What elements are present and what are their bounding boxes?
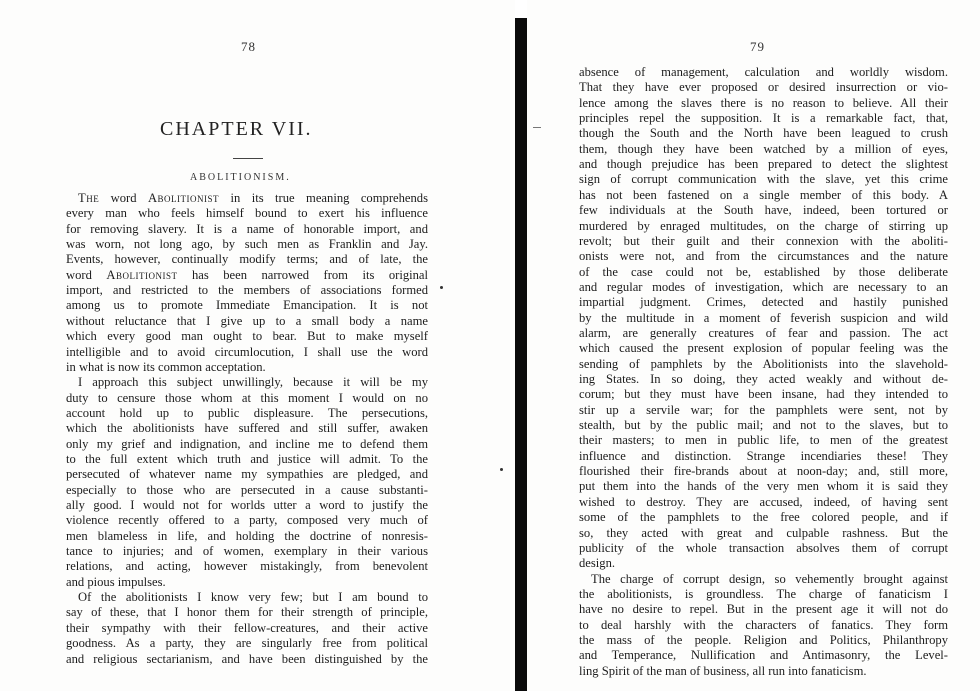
text-run: That they have ever proposed or desired insurrection or vio- [579, 80, 948, 95]
text-run: alarm, are generally creatures of fear and passion. The act [579, 325, 948, 340]
text-run: stir up a servile war; for the pamphlets were sent, not by [579, 402, 948, 417]
text-line [66, 575, 428, 590]
text-line [579, 295, 948, 310]
text-run: intelligible and to avoid circumlocution, I shall use the word [66, 344, 428, 359]
text-line [579, 96, 948, 111]
text-line [66, 529, 428, 544]
text-run: and pious impulses. [66, 574, 166, 589]
text-run: goodness. As a party, they are singularly free from political [66, 636, 428, 651]
text-line [579, 65, 948, 80]
text-line [66, 621, 428, 636]
text-line [579, 587, 948, 602]
text-run: impartial judgment. Crimes, detected and hastily punished [579, 295, 948, 310]
margin-mark [533, 127, 541, 128]
text-line [579, 464, 948, 479]
title-divider [233, 158, 263, 159]
right-page [527, 0, 980, 691]
ink-speck [500, 468, 503, 471]
text-line [579, 265, 948, 280]
text-run: lence among the slaves there is no reason to believe. All their [579, 95, 948, 110]
ink-speck [440, 286, 443, 289]
text-run: Abolitionist [147, 191, 220, 205]
page-number-right: 79 [750, 39, 765, 54]
text-line [66, 283, 428, 298]
text-run: their masters; to men in public life, to men of the greatest [579, 433, 948, 448]
text-line [66, 298, 428, 313]
text-run: to the full extent which truth and justice will admit. To the [66, 451, 428, 466]
text-run: sending of pamphlets by the Abolitionists into the slavehold- [579, 356, 948, 371]
book-gutter [515, 18, 527, 691]
text-run: in its true meaning comprehends [219, 191, 428, 205]
text-line [579, 602, 948, 617]
text-run: especially to those who are persecuted in a cause substanti- [66, 482, 428, 497]
text-line [66, 498, 428, 513]
text-run: duty to censure those whom at this moment I would on no [66, 390, 428, 405]
text-line [78, 375, 428, 390]
text-line [66, 513, 428, 528]
text-run: have no desire to repel. But in the present age it will not do [579, 602, 948, 617]
text-line [579, 372, 948, 387]
text-line [66, 329, 428, 344]
text-line [66, 483, 428, 498]
text-line [579, 311, 948, 326]
text-run: which caused the present explosion of popular feeling was the [579, 341, 948, 356]
text-line [579, 556, 948, 571]
text-line [66, 360, 428, 375]
text-run: stealth, but by the public mail; and not to the slaves, but to [579, 418, 948, 433]
text-run: absence of management, calculation and worldly wisdom. [579, 65, 948, 79]
text-run: put them into the hands of the very men whom it is said they [579, 479, 948, 494]
text-line [66, 544, 428, 559]
text-line [579, 188, 948, 203]
text-line [66, 252, 428, 267]
text-run: every man who feels himself bound to exert his influence [66, 206, 428, 221]
text-line [66, 605, 428, 620]
text-line [579, 510, 948, 525]
text-line [66, 406, 428, 421]
text-run: ing States. In so doing, they acted weakly and without de- [579, 372, 948, 386]
text-line [66, 652, 428, 667]
text-line [579, 157, 948, 172]
text-run: principles repel the supposition. It is a remarkable fact, that, [579, 111, 948, 126]
text-run: word [99, 191, 148, 205]
text-line [579, 280, 948, 295]
text-run: only my grief and indignation, and incline me to defend them [66, 436, 428, 451]
text-run: some of the pamphlets to the free colored people, and if [579, 510, 948, 525]
text-run: influence and distinction. Strange incendiaries these! They [579, 448, 948, 463]
text-run: few individuals at the South have, indeed, been tortured or [579, 203, 948, 218]
text-line [579, 341, 948, 356]
text-run: has been narrowed from its original [177, 267, 428, 282]
text-run: them, though they have been watched by a million of eyes, [579, 141, 948, 156]
chapter-title: CHAPTER VII. [160, 118, 313, 140]
text-run: though the South and the North have been leagued to crush [579, 126, 948, 141]
text-line [579, 234, 948, 249]
text-run: their sympathy with their fellow-creatures, and their active [66, 620, 428, 635]
text-run: ling Spirit of the man of business, all run into fanaticism. [579, 663, 867, 678]
text-line [579, 495, 948, 510]
text-run: without reluctance that I give up to a small body a name [66, 313, 428, 328]
text-run: import, and restricted to the members of associations formed [66, 283, 428, 298]
text-run: among us to promote Immediate Emancipation. It is not [66, 298, 428, 313]
text-run: which the abolitionists have suffered and still suffer, awaken [66, 421, 428, 436]
text-line [66, 452, 428, 467]
text-line [579, 526, 948, 541]
text-line [66, 314, 428, 329]
text-run: of the case could not be, established by those deliberate [579, 264, 948, 279]
text-run: flourished their fire-brands about at noon-day; and, still more, [579, 464, 948, 479]
text-run: say of these, that I honor them for their strength of principle, [66, 605, 428, 620]
text-line [579, 126, 948, 141]
text-line [579, 418, 948, 433]
text-run: ally good. I would not for worlds utter a word to justify the [66, 498, 428, 512]
text-run: sign of corrupt communication with the slave, yet this crime [579, 172, 948, 187]
text-line [579, 111, 948, 126]
text-line [579, 433, 948, 448]
text-run: violence recently offered to a party, composed very much of [66, 513, 428, 528]
text-line [579, 80, 948, 95]
text-run: onists were not, and from the circumstances and the nature [579, 249, 948, 264]
text-line [579, 479, 948, 494]
text-line [579, 357, 948, 372]
text-run: persecuted of whatever name my sympathies are pledged, and [66, 467, 428, 482]
text-line [66, 391, 428, 406]
text-line [78, 590, 428, 605]
text-run: account hold up to public displeasure. The persecutions, [66, 405, 428, 420]
text-run: corum; but they must have been insane, had they intended to [579, 387, 948, 402]
text-run: The [78, 191, 100, 205]
text-run: murdered by enraged multitudes, on the charge of stirring up [579, 218, 948, 233]
text-line [579, 403, 948, 418]
text-line [66, 222, 428, 237]
text-line [66, 237, 428, 252]
section-title: ABOLITIONISM. [190, 172, 291, 183]
text-run: was worn, not long ago, by such men as Franklin and Jay. [66, 237, 428, 252]
text-run: which every good man ought to bear. But to make myself [66, 329, 428, 344]
text-line [66, 467, 428, 482]
text-line [579, 172, 948, 187]
text-line [579, 633, 948, 648]
text-run: and religious sectarianism, and have been distinguished by the [66, 651, 428, 666]
text-line [591, 572, 948, 587]
text-run: has not been fastened on a single member of this body. A [579, 187, 948, 202]
text-line [66, 268, 428, 283]
text-run: Events, however, continually modify terms; and of late, the [66, 252, 428, 267]
text-run: in what is now its common acceptation. [66, 359, 266, 374]
text-run: Abolitionist [106, 267, 178, 282]
text-run: and Temperance, Nullification and Antimasonry, the Level- [579, 648, 948, 663]
text-run: for removing slavery. It is a name of honorable import, and [66, 221, 428, 236]
text-line [579, 142, 948, 157]
text-run: the mass of the people. Religion and Politics, Philanthropy [579, 632, 948, 647]
text-line [66, 421, 428, 436]
text-line [66, 636, 428, 651]
text-run: so, they acted with great and culpable rashness. But the [579, 525, 948, 540]
text-run: by the multitude in a moment of feverish suspicion and wild [579, 310, 948, 325]
text-line [579, 203, 948, 218]
text-line [579, 326, 948, 341]
text-run: revolt; but their guilt and their connexion with the aboliti- [579, 233, 948, 248]
text-run: men blameless in life, and holding the doctrine of nonresis- [66, 528, 428, 543]
text-run: design. [579, 556, 616, 571]
text-line [579, 219, 948, 234]
text-line [579, 249, 948, 264]
text-run: to deal harshly with the characters of fanatics. They form [579, 617, 948, 632]
text-run: word [66, 267, 107, 282]
text-line [66, 437, 428, 452]
text-run: and regular modes of investigation, which are necessary to an [579, 279, 948, 294]
text-run: and though prejudice has been prepared to detect the slightest [579, 157, 948, 172]
text-line [579, 541, 948, 556]
text-run: relations, and acting, however mistakingly, from benevolent [66, 559, 428, 574]
text-line [579, 648, 948, 663]
text-line [66, 559, 428, 574]
text-run: Of the abolitionists I know very few; but I am bound to [78, 590, 428, 605]
text-line [78, 191, 428, 206]
page-number-left: 78 [241, 39, 256, 54]
text-run: the abolitionists, is groundless. The charge of fanaticism I [579, 586, 948, 601]
text-line [579, 664, 948, 679]
text-run: wished to destroy. They are accused, indeed, of having sent [579, 494, 948, 509]
text-line [579, 387, 948, 402]
text-run: The charge of corrupt design, so vehemently brought against [591, 571, 948, 586]
text-line [66, 206, 428, 221]
text-run: tance to injuries; and of women, exemplary in their various [66, 544, 428, 559]
text-run: I approach this subject unwillingly, because it will be my [78, 375, 428, 390]
text-line [579, 618, 948, 633]
text-line [66, 345, 428, 360]
text-run: publicity of the whole transaction absolves them of corrupt [579, 540, 948, 555]
text-line [579, 449, 948, 464]
